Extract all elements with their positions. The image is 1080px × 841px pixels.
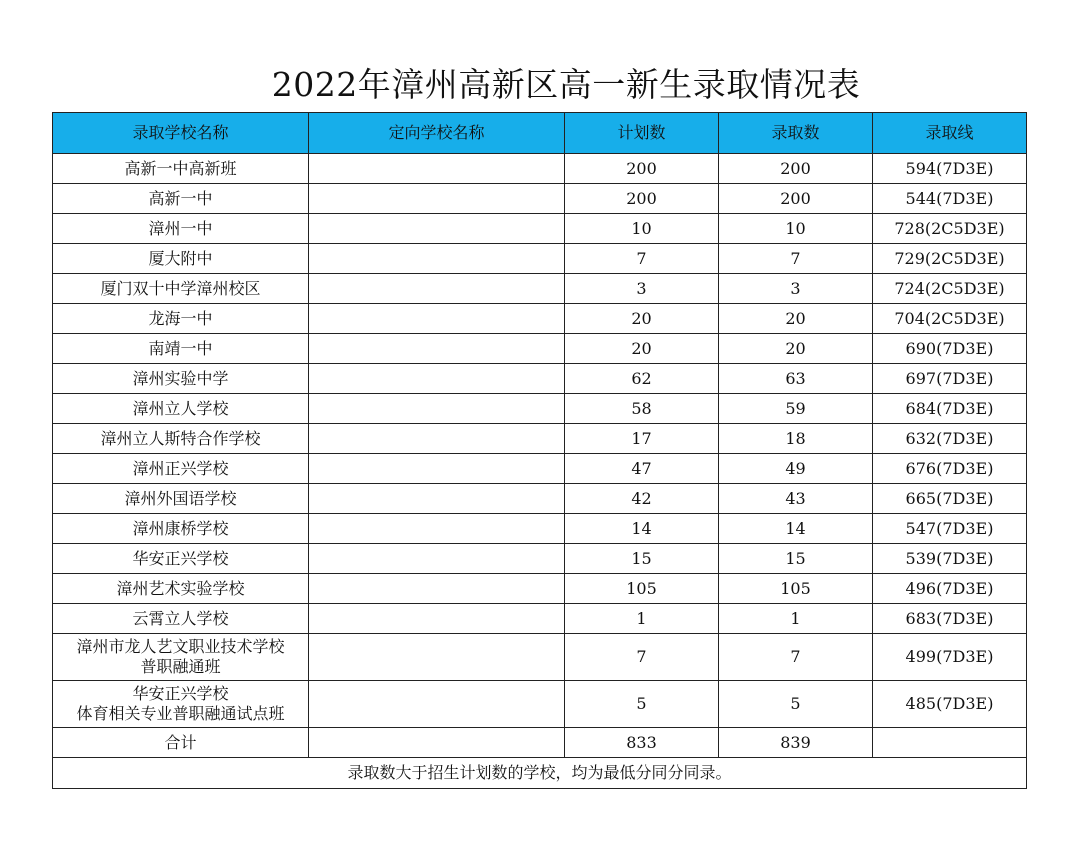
school-name-line: 漳州正兴学校 [132,458,229,478]
directed-school [309,514,565,544]
school-name-line: 高新一中 [148,188,213,208]
cutoff-line: 499(7D3E) [873,634,1027,681]
cutoff-line: 544(7D3E) [873,184,1027,214]
directed-school [309,454,565,484]
directed-school [309,604,565,634]
plan-count: 105 [565,574,719,604]
school-name-line: 南靖一中 [148,338,213,358]
header-plan: 计划数 [565,113,719,154]
header-school: 录取学校名称 [53,113,309,154]
school-name-line: 漳州外国语学校 [124,488,237,508]
admitted-count: 20 [719,304,873,334]
cutoff-line: 697(7D3E) [873,364,1027,394]
plan-count: 20 [565,334,719,364]
note-row [53,758,1027,789]
cutoff-line: 539(7D3E) [873,544,1027,574]
school-name-line: 华安正兴学校 [132,548,229,568]
plan-count: 17 [565,424,719,454]
plan-count: 58 [565,394,719,424]
admitted-count: 105 [719,574,873,604]
directed-school [309,334,565,364]
footnote: 录取数大于招生计划数的学校，均为最低分同分同录。 [53,758,1027,789]
school-name [53,304,309,334]
directed-school [309,214,565,244]
directed-school [309,424,565,454]
table-row [53,214,1027,244]
admitted-count: 63 [719,364,873,394]
table-row [53,244,1027,274]
school-name-line: 厦门双十中学漳州校区 [100,278,261,298]
school-name [53,514,309,544]
table-row [53,394,1027,424]
school-name [53,424,309,454]
cutoff-line: 547(7D3E) [873,514,1027,544]
header-directed-school: 定向学校名称 [309,113,565,154]
plan-count: 1 [565,604,719,634]
admitted-count: 1 [719,604,873,634]
table-row [53,184,1027,214]
school-name [53,394,309,424]
header-admitted: 录取数 [719,113,873,154]
table-row [53,544,1027,574]
admitted-count: 20 [719,334,873,364]
directed-school [309,244,565,274]
school-name [53,214,309,244]
admitted-count: 3 [719,274,873,304]
admitted-count: 59 [719,394,873,424]
admitted-count: 10 [719,214,873,244]
admitted-count: 43 [719,484,873,514]
directed-school [309,154,565,184]
table-row [53,304,1027,334]
cutoff-line: 724(2C5D3E) [873,274,1027,304]
school-name-line: 华安正兴学校 [132,684,229,703]
table-row [53,424,1027,454]
cutoff-line: 704(2C5D3E) [873,304,1027,334]
plan-count: 3 [565,274,719,304]
table-row [53,484,1027,514]
school-name [53,154,309,184]
plan-count: 14 [565,514,719,544]
total-admitted: 839 [719,728,873,758]
directed-school [309,394,565,424]
directed-school [309,184,565,214]
admitted-count: 200 [719,154,873,184]
table-row [53,364,1027,394]
school-name-line: 漳州实验中学 [132,368,229,388]
table-row [53,454,1027,484]
school-name [53,681,309,728]
total-line [873,728,1027,758]
total-row [53,728,1027,758]
directed-school [309,274,565,304]
plan-count: 15 [565,544,719,574]
plan-count: 7 [565,244,719,274]
admitted-count: 7 [719,244,873,274]
admitted-count: 49 [719,454,873,484]
plan-count: 200 [565,184,719,214]
admitted-count: 7 [719,634,873,681]
plan-count: 200 [565,154,719,184]
cutoff-line: 485(7D3E) [873,681,1027,728]
total-plan: 833 [565,728,719,758]
plan-count: 5 [565,681,719,728]
admitted-count: 200 [719,184,873,214]
table-row [53,604,1027,634]
cutoff-line: 632(7D3E) [873,424,1027,454]
directed-school [309,681,565,728]
plan-count: 47 [565,454,719,484]
school-name-line: 普职融通班 [140,657,221,676]
table-row [53,334,1027,364]
school-name [53,274,309,304]
directed-school [309,484,565,514]
admitted-count: 18 [719,424,873,454]
school-name-line: 漳州立人学校 [132,398,229,418]
cutoff-line: 728(2C5D3E) [873,214,1027,244]
directed-school [309,364,565,394]
plan-count: 20 [565,304,719,334]
school-name [53,574,309,604]
school-name [53,334,309,364]
table-row [53,154,1027,184]
plan-count: 10 [565,214,719,244]
table-row [53,274,1027,304]
header-cutoff-line: 录取线 [873,113,1027,154]
table-row [53,634,1027,681]
cutoff-line: 729(2C5D3E) [873,244,1027,274]
cutoff-line: 496(7D3E) [873,574,1027,604]
school-name-line: 云霄立人学校 [132,608,229,628]
school-name-line: 漳州市龙人艺文职业技术学校 [76,637,285,656]
cutoff-line: 690(7D3E) [873,334,1027,364]
table-row [53,514,1027,544]
directed-school [309,544,565,574]
school-name-line: 高新一中高新班 [124,158,237,178]
school-name-line: 体育相关专业普职融通试点班 [76,704,285,723]
admitted-count: 5 [719,681,873,728]
directed-school [309,574,565,604]
school-name-line: 漳州立人斯特合作学校 [100,428,261,448]
page-title: 2022年漳州高新区高一新生录取情况表 [271,65,861,104]
school-name [53,454,309,484]
school-name-line: 漳州艺术实验学校 [116,578,245,598]
total-directed [309,728,565,758]
school-name [53,634,309,681]
admitted-count: 14 [719,514,873,544]
school-name [53,544,309,574]
total-label: 合计 [53,728,309,758]
header-row [53,113,1027,154]
directed-school [309,304,565,334]
table-body [53,154,1027,789]
plan-count: 62 [565,364,719,394]
school-name [53,604,309,634]
school-name [53,184,309,214]
admission-table [52,112,1027,789]
table-row [53,574,1027,604]
table-row [53,681,1027,728]
school-name-line: 漳州康桥学校 [132,518,229,538]
cutoff-line: 665(7D3E) [873,484,1027,514]
school-name [53,484,309,514]
cutoff-line: 684(7D3E) [873,394,1027,424]
plan-count: 42 [565,484,719,514]
cutoff-line: 683(7D3E) [873,604,1027,634]
school-name-line: 厦大附中 [148,248,213,268]
school-name [53,364,309,394]
directed-school [309,634,565,681]
cutoff-line: 676(7D3E) [873,454,1027,484]
school-name-line: 龙海一中 [148,308,213,328]
admitted-count: 15 [719,544,873,574]
cutoff-line: 594(7D3E) [873,154,1027,184]
school-name [53,244,309,274]
school-name-line: 漳州一中 [148,218,213,238]
plan-count: 7 [565,634,719,681]
